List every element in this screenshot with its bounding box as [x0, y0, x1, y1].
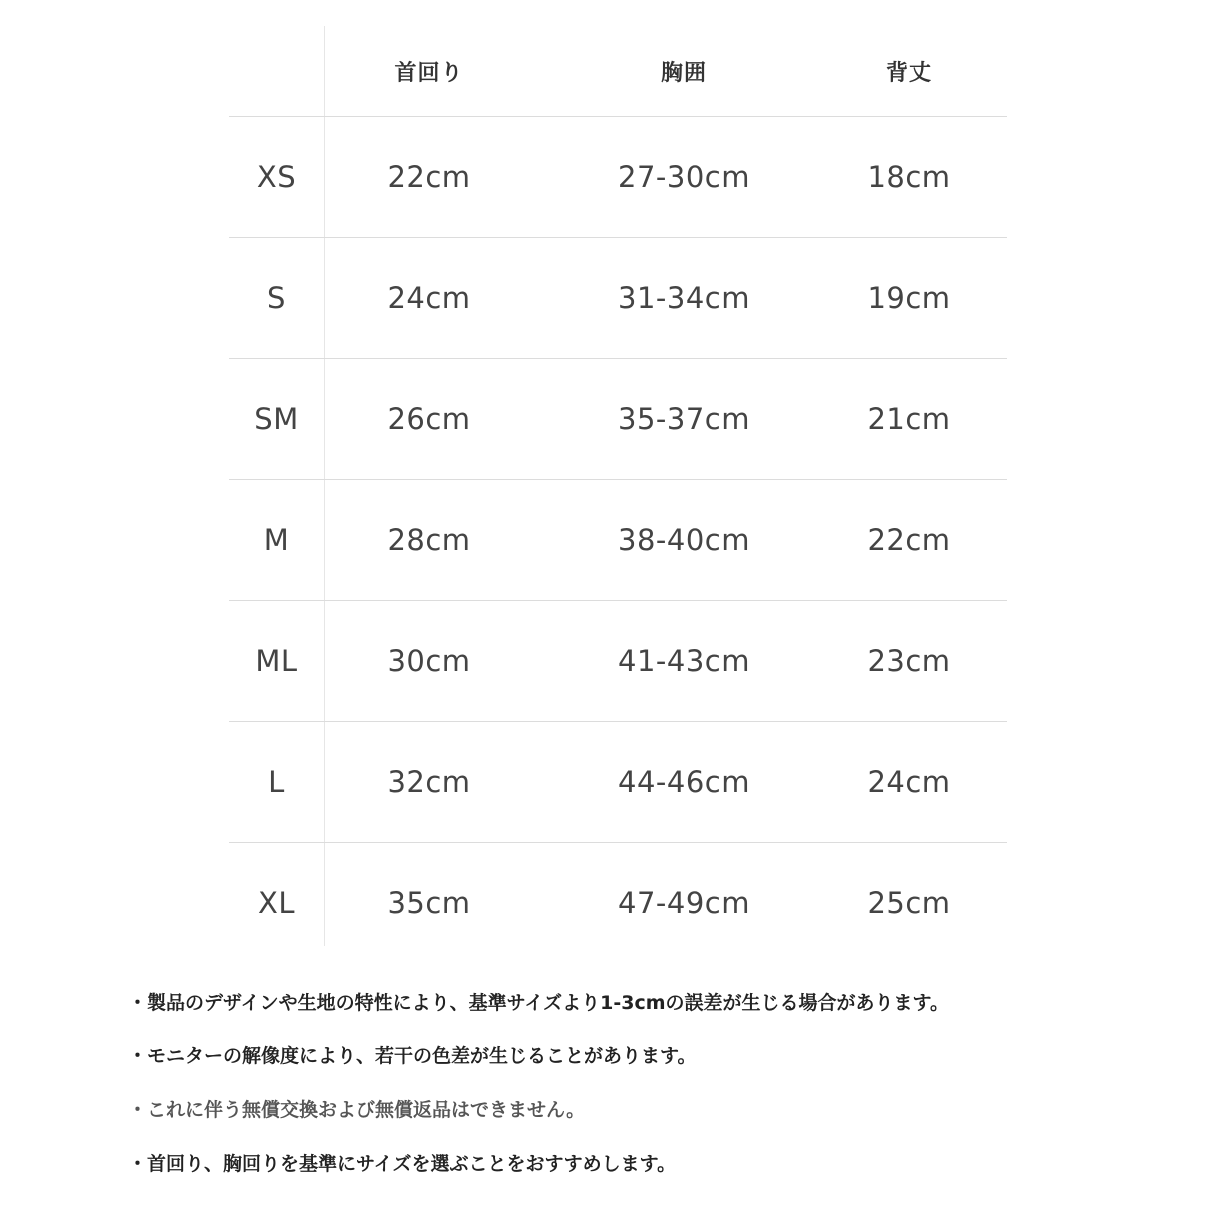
- chest-value: 27-30cm: [618, 160, 750, 194]
- note-size-recommendation: ・首回り、胸回りを基準にサイズを選ぶことをおすすめします。: [128, 1153, 677, 1175]
- neck-value: 28cm: [387, 523, 471, 557]
- table-row: [229, 117, 1007, 238]
- size-label: ML: [255, 644, 298, 678]
- table-row: [229, 601, 1007, 722]
- chest-value: 35-37cm: [618, 402, 750, 436]
- chest-value: 31-34cm: [618, 281, 750, 315]
- back-value: 22cm: [867, 523, 951, 557]
- table-row: [229, 843, 1007, 963]
- table-row: [229, 359, 1007, 480]
- size-label: S: [267, 281, 286, 315]
- neck-value: 35cm: [387, 886, 471, 920]
- back-value: 19cm: [867, 281, 951, 315]
- neck-value: 30cm: [387, 644, 471, 678]
- table-header-row: [229, 26, 1007, 117]
- header-size: [229, 26, 324, 116]
- size-label: XS: [256, 160, 297, 194]
- back-value: 23cm: [867, 644, 951, 678]
- neck-value: 24cm: [387, 281, 471, 315]
- chest-value: 47-49cm: [618, 886, 750, 920]
- chest-value: 41-43cm: [618, 644, 750, 678]
- size-label: L: [268, 765, 285, 799]
- table-row: [229, 238, 1007, 359]
- neck-value: 26cm: [387, 402, 471, 436]
- chest-value: 38-40cm: [618, 523, 750, 557]
- table-row: [229, 480, 1007, 601]
- header-back-length: 背丈: [885, 60, 932, 86]
- chest-value: 44-46cm: [618, 765, 750, 799]
- size-chart-table: [229, 26, 1007, 946]
- note-no-exchange: ・これに伴う無償交換および無償返品はできません。: [128, 1099, 586, 1121]
- neck-value: 32cm: [387, 765, 471, 799]
- back-value: 24cm: [867, 765, 951, 799]
- size-label: SM: [254, 402, 299, 436]
- size-label: M: [263, 523, 290, 557]
- back-value: 25cm: [867, 886, 951, 920]
- back-value: 21cm: [867, 402, 951, 436]
- header-neck: 首回り: [394, 60, 464, 86]
- size-label: XL: [257, 886, 296, 920]
- note-measurement-error: ・製品のデザインや生地の特性により、基準サイズより1-3cmの誤差が生じる場合があります。: [128, 992, 950, 1014]
- note-color-difference: ・モニターの解像度により、若干の色差が生じることがあります。: [128, 1045, 697, 1067]
- header-chest: 胸囲: [660, 60, 707, 86]
- neck-value: 22cm: [387, 160, 471, 194]
- back-value: 18cm: [867, 160, 951, 194]
- table-row: [229, 722, 1007, 843]
